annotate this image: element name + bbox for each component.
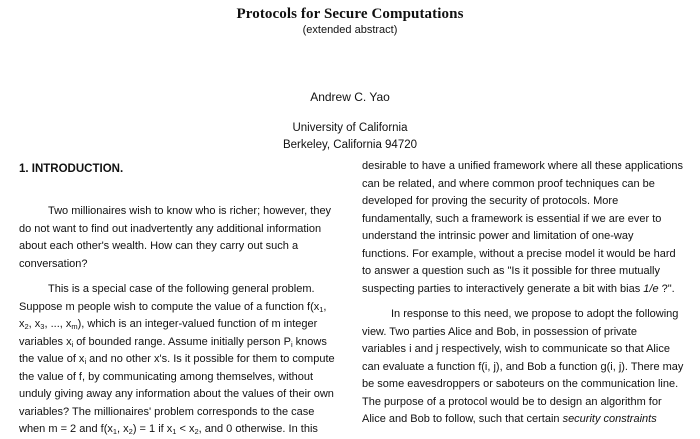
text-line: conversation? (19, 257, 88, 270)
text-line: when m = 2 and $f(x_1$, $x_2) = 1$ if $x_1 < x_2$, and 0 otherwise. In this (19, 423, 318, 436)
text-line: $x_2$, $x_3$, ..., $x_m$), which is an integer-valued function of m integer (19, 318, 318, 331)
text-line: variables? The millionaires' problem corresponds to the case (19, 405, 315, 418)
paper-subtitle: (extended abstract) (302, 24, 398, 36)
text-line: can be related, and where common proof techniques can be (362, 177, 655, 190)
section-heading: 1. INTRODUCTION. (19, 163, 124, 175)
text-line: functions. For example, without a precise model it would be hard (362, 247, 676, 260)
text-line: can evaluate a function f(i, j), and Bob a function g(i, j). There may (362, 360, 684, 373)
text-line: desirable to have a unified framework where all these applications (362, 160, 684, 172)
text-line: do not want to find out inadvertently any additional information (19, 222, 322, 235)
text-line: to answer a question such as "Is it possible for three mutually (362, 265, 660, 277)
text-line: This is a special case of the following general problem. (48, 283, 315, 295)
affiliation-line-2: Berkeley, California 94720 (282, 139, 418, 151)
right-column (362, 158, 683, 429)
text-line: about each other's wealth. How can they carry out such a (19, 240, 299, 252)
text-line: variables i and j respectively, wish to communicate so that Alice (362, 343, 670, 355)
text-line: The purpose of a protocol would be to design an algorithm for (362, 395, 662, 408)
text-line: be some eavesdroppers or saboteurs on the communication line. (362, 378, 679, 390)
text-line: the value of f, by communicating among themselves, without (19, 370, 314, 383)
text-line: developed for proving the security of protocols. More (362, 195, 619, 207)
author-name: Andrew C. Yao (310, 90, 390, 104)
text-line: Suppose m people wish to compute the value of a function $f(x_1$, (19, 300, 327, 314)
text-line: Two millionaires wish to know who is richer; however, they (48, 205, 332, 217)
left-column (19, 203, 335, 439)
affiliation-line-1: University of California (292, 122, 408, 134)
text-line: suspecting parties to interactively generate a bit with bias 1/e ?". (362, 282, 675, 295)
text-line: the value of $x_i$ and no other x's. Is it possible for them to compute (19, 353, 335, 366)
text-line: view. Two parties Alice and Bob, in possession of private (362, 325, 637, 338)
text-line: variables $x_i$ of bounded range. Assume initially person $P_i$ knows (19, 335, 327, 349)
text-line: fundamentally, such a framework is essential if we are ever to (362, 212, 662, 225)
text-line: Alice and Bob to follow, such that certain security constraints (362, 413, 657, 425)
text-line: understand the intrinsic power and limitation of one-way (362, 230, 634, 242)
text-line: In response to this need, we propose to adopt the following (391, 308, 679, 320)
text-line: unduly giving away any information about the values of their own (19, 388, 334, 400)
paper-title: Protocols for Secure Computations (236, 6, 464, 22)
